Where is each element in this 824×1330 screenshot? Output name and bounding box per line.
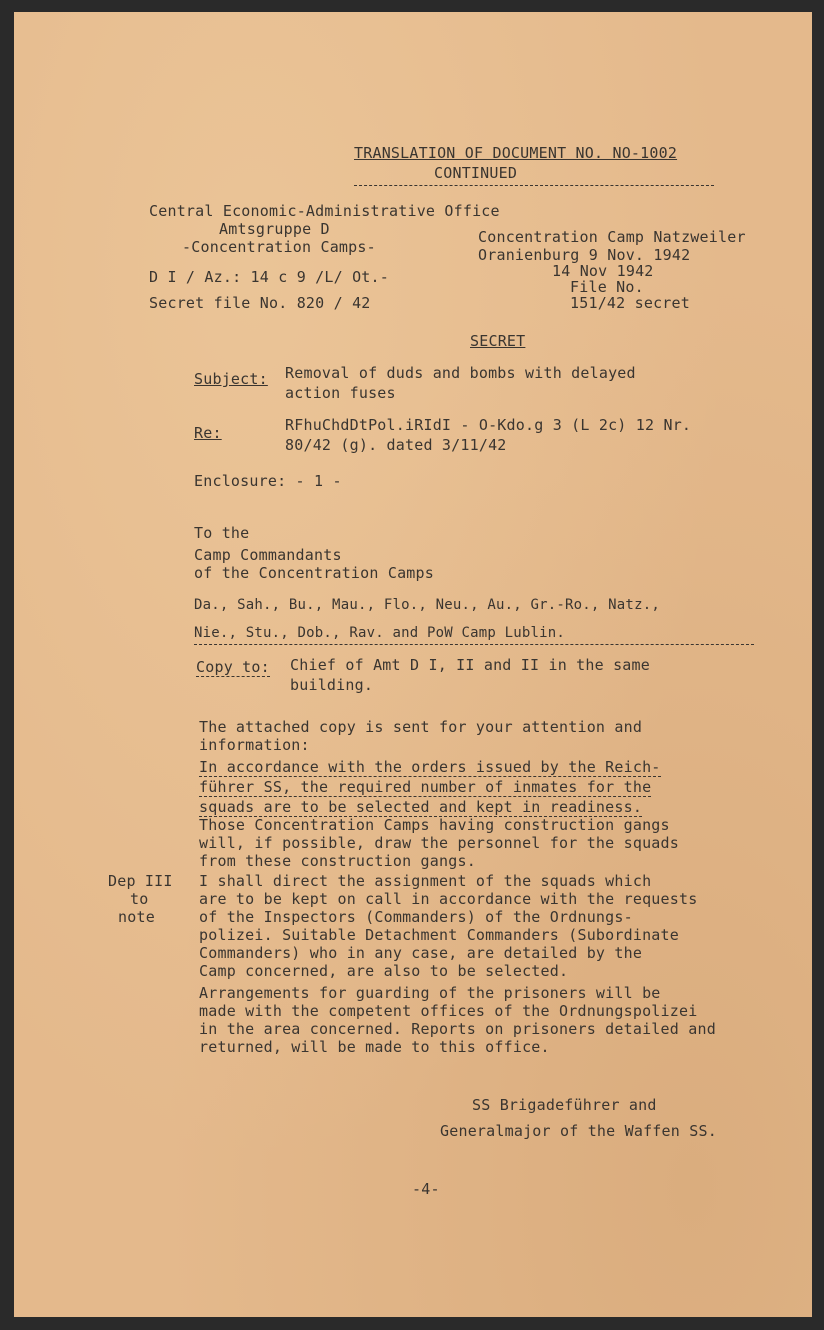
body-line: will, if possible, draw the personnel for the squads	[199, 834, 679, 852]
secret-file-line: Secret file No. 820 / 42	[149, 294, 371, 312]
sender-line: -Concentration Camps-	[182, 238, 376, 256]
body-line: The attached copy is sent for your attention and	[199, 718, 643, 736]
re-label: Re:	[194, 424, 222, 442]
date-line: Oranienburg 9 Nov. 1942	[478, 246, 691, 264]
margin-note: to	[130, 890, 149, 908]
body-line: made with the competent offices of the Ordnungspolizei	[199, 1002, 698, 1020]
file-number-label: File No.	[570, 278, 644, 296]
document-heading-continued: CONTINUED	[434, 164, 518, 182]
body-line: polizei. Suitable Detachment Commanders (Subordinate	[199, 926, 679, 944]
camp-line: Concentration Camp Natzweiler	[478, 228, 746, 246]
classification: SECRET	[470, 332, 526, 350]
re-text: 80/42 (g). dated 3/11/42	[285, 436, 507, 454]
body-line-underlined: In accordance with the orders issued by the Reich-	[199, 758, 661, 776]
body-line: Camp concerned, are also to be selected.	[199, 962, 569, 980]
camp-list: Nie., Stu., Dob., Rav. and PoW Camp Lublin.	[194, 625, 566, 641]
body-line: Arrangements for guarding of the prisoners will be	[199, 984, 661, 1002]
body-line-underlined: squads are to be selected and kept in readiness.	[199, 798, 643, 816]
sender-line: Amtsgruppe D	[219, 220, 330, 238]
signature-line: SS Brigadeführer and	[472, 1096, 657, 1114]
body-line: are to be kept on call in accordance with the requests	[199, 890, 698, 908]
address-line: To the	[194, 524, 250, 542]
body-line: Those Concentration Camps having construction gangs	[199, 816, 670, 834]
body-line: information:	[199, 736, 310, 754]
margin-note: Dep III	[108, 872, 173, 890]
body-line-underlined: führer SS, the required number of inmates for the	[199, 778, 652, 796]
signature-line: Generalmajor of the Waffen SS.	[440, 1122, 717, 1140]
document-heading: TRANSLATION OF DOCUMENT NO. NO-1002	[354, 144, 678, 162]
body-line: I shall direct the assignment of the squads which	[199, 872, 652, 890]
heading-divider	[354, 185, 714, 186]
subject-text: Removal of duds and bombs with delayed	[285, 364, 636, 382]
reference-line: D I / Az.: 14 c 9 /L/ Ot.-	[149, 268, 389, 286]
enclosure: Enclosure: - 1 -	[194, 472, 342, 490]
file-number: 151/42 secret	[570, 294, 690, 312]
page-number: -4-	[412, 1180, 440, 1198]
subject-label: Subject:	[194, 370, 268, 388]
margin-note: note	[118, 908, 155, 926]
re-text: RFhuChdDtPol.iRIdI - O-Kdo.g 3 (L 2c) 12 Nr.	[285, 416, 692, 434]
body-line: of the Inspectors (Commanders) of the Ordnungs-	[199, 908, 633, 926]
received-date: 14 Nov 1942	[552, 262, 654, 280]
address-line: Camp Commandants	[194, 546, 342, 564]
document-page	[14, 12, 812, 1317]
copy-to-label: Copy to:	[196, 658, 270, 676]
sender-line: Central Economic-Administrative Office	[149, 202, 500, 220]
body-line: from these construction gangs.	[199, 852, 476, 870]
copy-to-text: building.	[290, 676, 374, 694]
body-line: Commanders) who in any case, are detailed by the	[199, 944, 643, 962]
camp-list: Da., Sah., Bu., Mau., Flo., Neu., Au., Gr.-Ro., Natz.,	[194, 597, 660, 613]
address-divider	[194, 644, 754, 645]
copy-to-text: Chief of Amt D I, II and II in the same	[290, 656, 650, 674]
body-line: returned, will be made to this office.	[199, 1038, 550, 1056]
address-line: of the Concentration Camps	[194, 564, 434, 582]
body-line: in the area concerned. Reports on prisoners detailed and	[199, 1020, 716, 1038]
subject-text: action fuses	[285, 384, 396, 402]
